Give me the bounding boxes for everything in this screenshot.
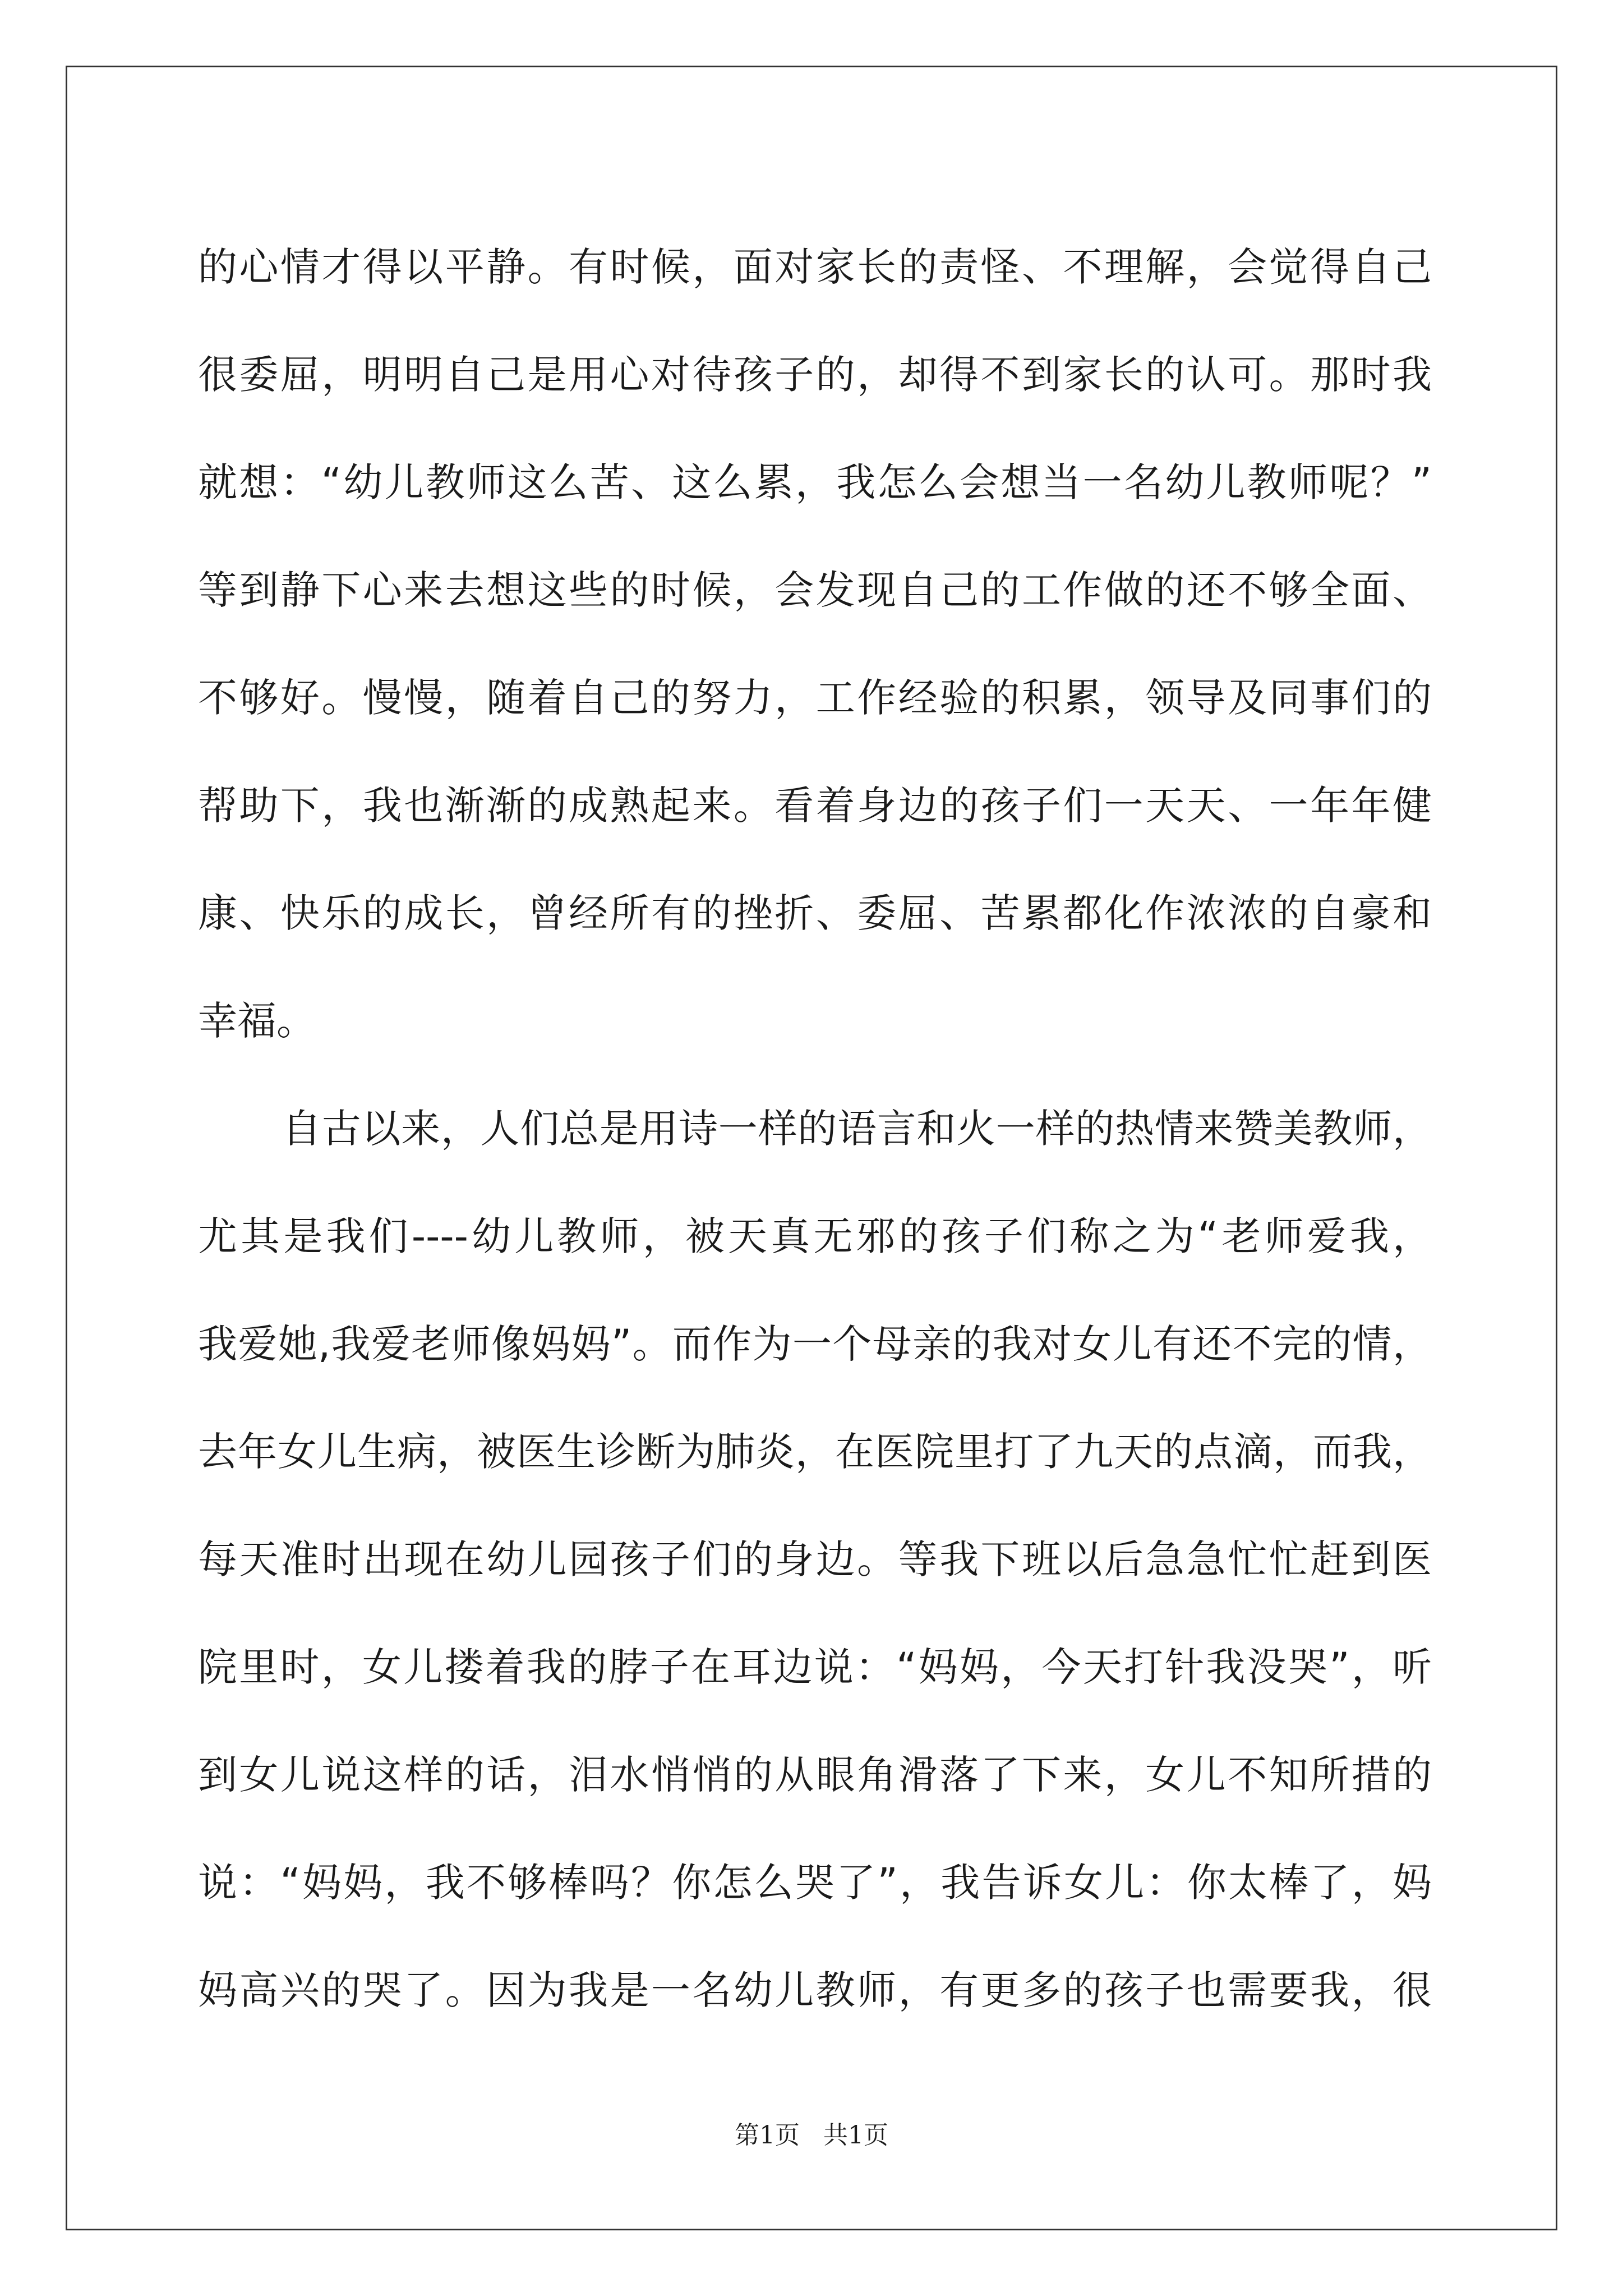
document-body	[198, 213, 1432, 2044]
text-line: 我爱她,我爱老师像妈妈”。而作为一个母亲的我对女儿有还不完的情，	[198, 1321, 1432, 1367]
text-line: 院里时，女儿搂着我的脖子在耳边说：“妈妈，今天打针我没哭”，听	[198, 1644, 1432, 1690]
page-footer	[0, 2115, 1623, 2151]
text-line: 妈高兴的哭了。因为我是一名幼儿教师，有更多的孩子也需要我，很	[198, 1967, 1432, 2013]
text-line: 到女儿说这样的话，泪水悄悄的从眼角滑落了下来，女儿不知所措的	[198, 1752, 1432, 1798]
text-line: 康、快乐的成长，曾经所有的挫折、委屈、苦累都化作浓浓的自豪和	[198, 890, 1432, 936]
text-line: 等到静下心来去想这些的时候，会发现自己的工作做的还不够全面、	[198, 567, 1432, 613]
total-pages: 共1页	[823, 2121, 888, 2150]
text-line: 去年女儿生病，被医生诊断为肺炎，在医院里打了九天的点滴，而我，	[198, 1429, 1432, 1475]
text-line-paragraph-start: 自古以来，人们总是用诗一样的语言和火一样的热情来赞美教师，	[282, 1106, 1432, 1152]
page-number: 第1页	[735, 2121, 800, 2150]
text-line: 就想：“幼儿教师这么苦、这么累，我怎么会想当一名幼儿教师呢？”	[198, 459, 1432, 505]
text-line: 的心情才得以平静。有时候，面对家长的责怪、不理解，会觉得自己	[198, 244, 1432, 290]
text-line: 说：“妈妈，我不够棒吗？你怎么哭了”，我告诉女儿：你太棒了，妈	[198, 1860, 1432, 1906]
text-line: 很委屈，明明自己是用心对待孩子的，却得不到家长的认可。那时我	[198, 352, 1432, 398]
text-line: 不够好。慢慢，随着自己的努力，工作经验的积累，领导及同事们的	[198, 675, 1432, 721]
text-line: 尤其是我们----幼儿教师，被天真无邪的孩子们称之为“老师爱我，	[198, 1213, 1432, 1259]
text-line-paragraph-end: 幸福。	[198, 998, 316, 1044]
text-line: 每天准时出现在幼儿园孩子们的身边。等我下班以后急急忙忙赶到医	[198, 1536, 1432, 1582]
text-line: 帮助下，我也渐渐的成熟起来。看着身边的孩子们一天天、一年年健	[198, 783, 1432, 829]
